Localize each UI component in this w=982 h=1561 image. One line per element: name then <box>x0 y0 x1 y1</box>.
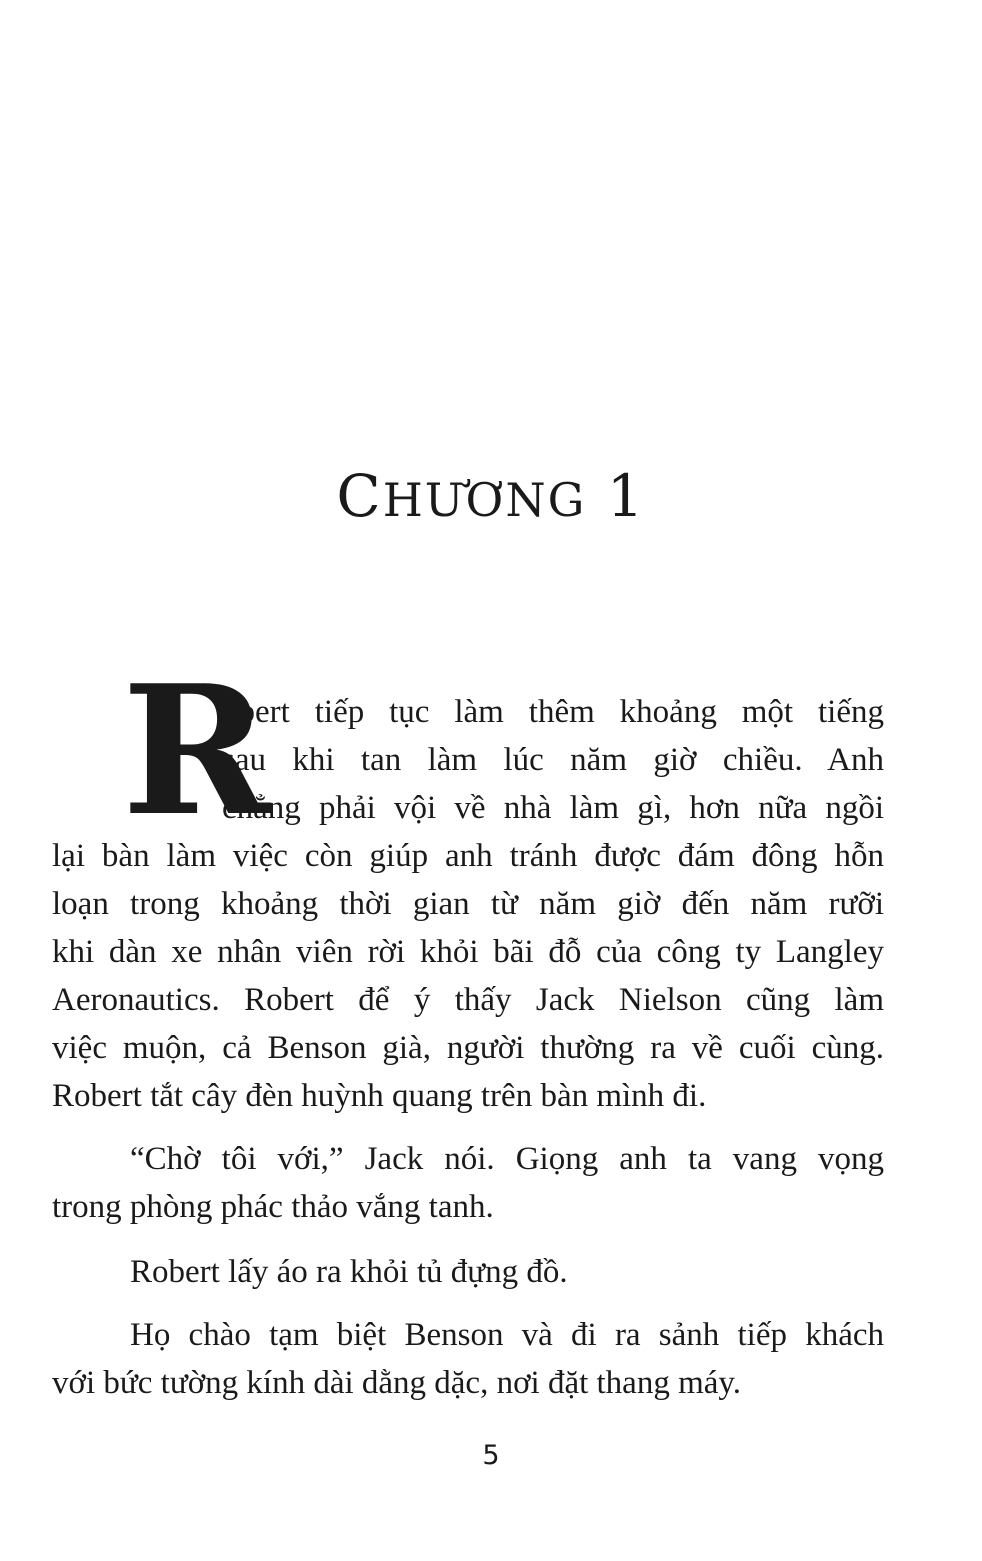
page-number: 5 <box>482 1440 500 1471</box>
chapter-number: 1 <box>606 462 646 530</box>
chapter-title-initial: C <box>336 462 383 530</box>
text-line: obert tiếp tục làm thêm khoảng một tiếng <box>222 694 884 730</box>
text-line: lại bàn làm việc còn giúp anh tránh được đám đông hỗn <box>52 838 884 874</box>
text-line: sau khi tan làm lúc năm giờ chiều. Anh <box>222 742 884 778</box>
text-line: với bức tường kính dài dằng dặc, nơi đặt thang máy. <box>52 1365 742 1401</box>
text-line: “Chờ tôi với,” Jack nói. Giọng anh ta vang vọng <box>130 1141 884 1177</box>
text-line: Họ chào tạm biệt Benson và đi ra sảnh tiếp khách <box>130 1317 884 1353</box>
text-line: Aeronautics. Robert để ý thấy Jack Nielson cũng làm <box>52 982 884 1018</box>
text-line: việc muộn, cả Benson già, người thường ra về cuối cùng. <box>52 1030 884 1066</box>
chapter-title <box>0 462 982 530</box>
text-line: Robert lấy áo ra khỏi tủ đựng đồ. <box>130 1254 568 1290</box>
chapter-title-rest: HƯƠNG <box>382 473 587 527</box>
text-line: chẳng phải vội về nhà làm gì, hơn nữa ngồi <box>222 790 884 826</box>
drop-cap: R <box>122 646 270 855</box>
text-line: Robert tắt cây đèn huỳnh quang trên bàn mình đi. <box>52 1078 707 1114</box>
text-line: khi dàn xe nhân viên rời khỏi bãi đỗ của công ty Langley <box>52 934 884 970</box>
text-line: trong phòng phác thảo vắng tanh. <box>52 1189 494 1225</box>
text-line: loạn trong khoảng thời gian từ năm giờ đến năm rưỡi <box>52 886 884 922</box>
